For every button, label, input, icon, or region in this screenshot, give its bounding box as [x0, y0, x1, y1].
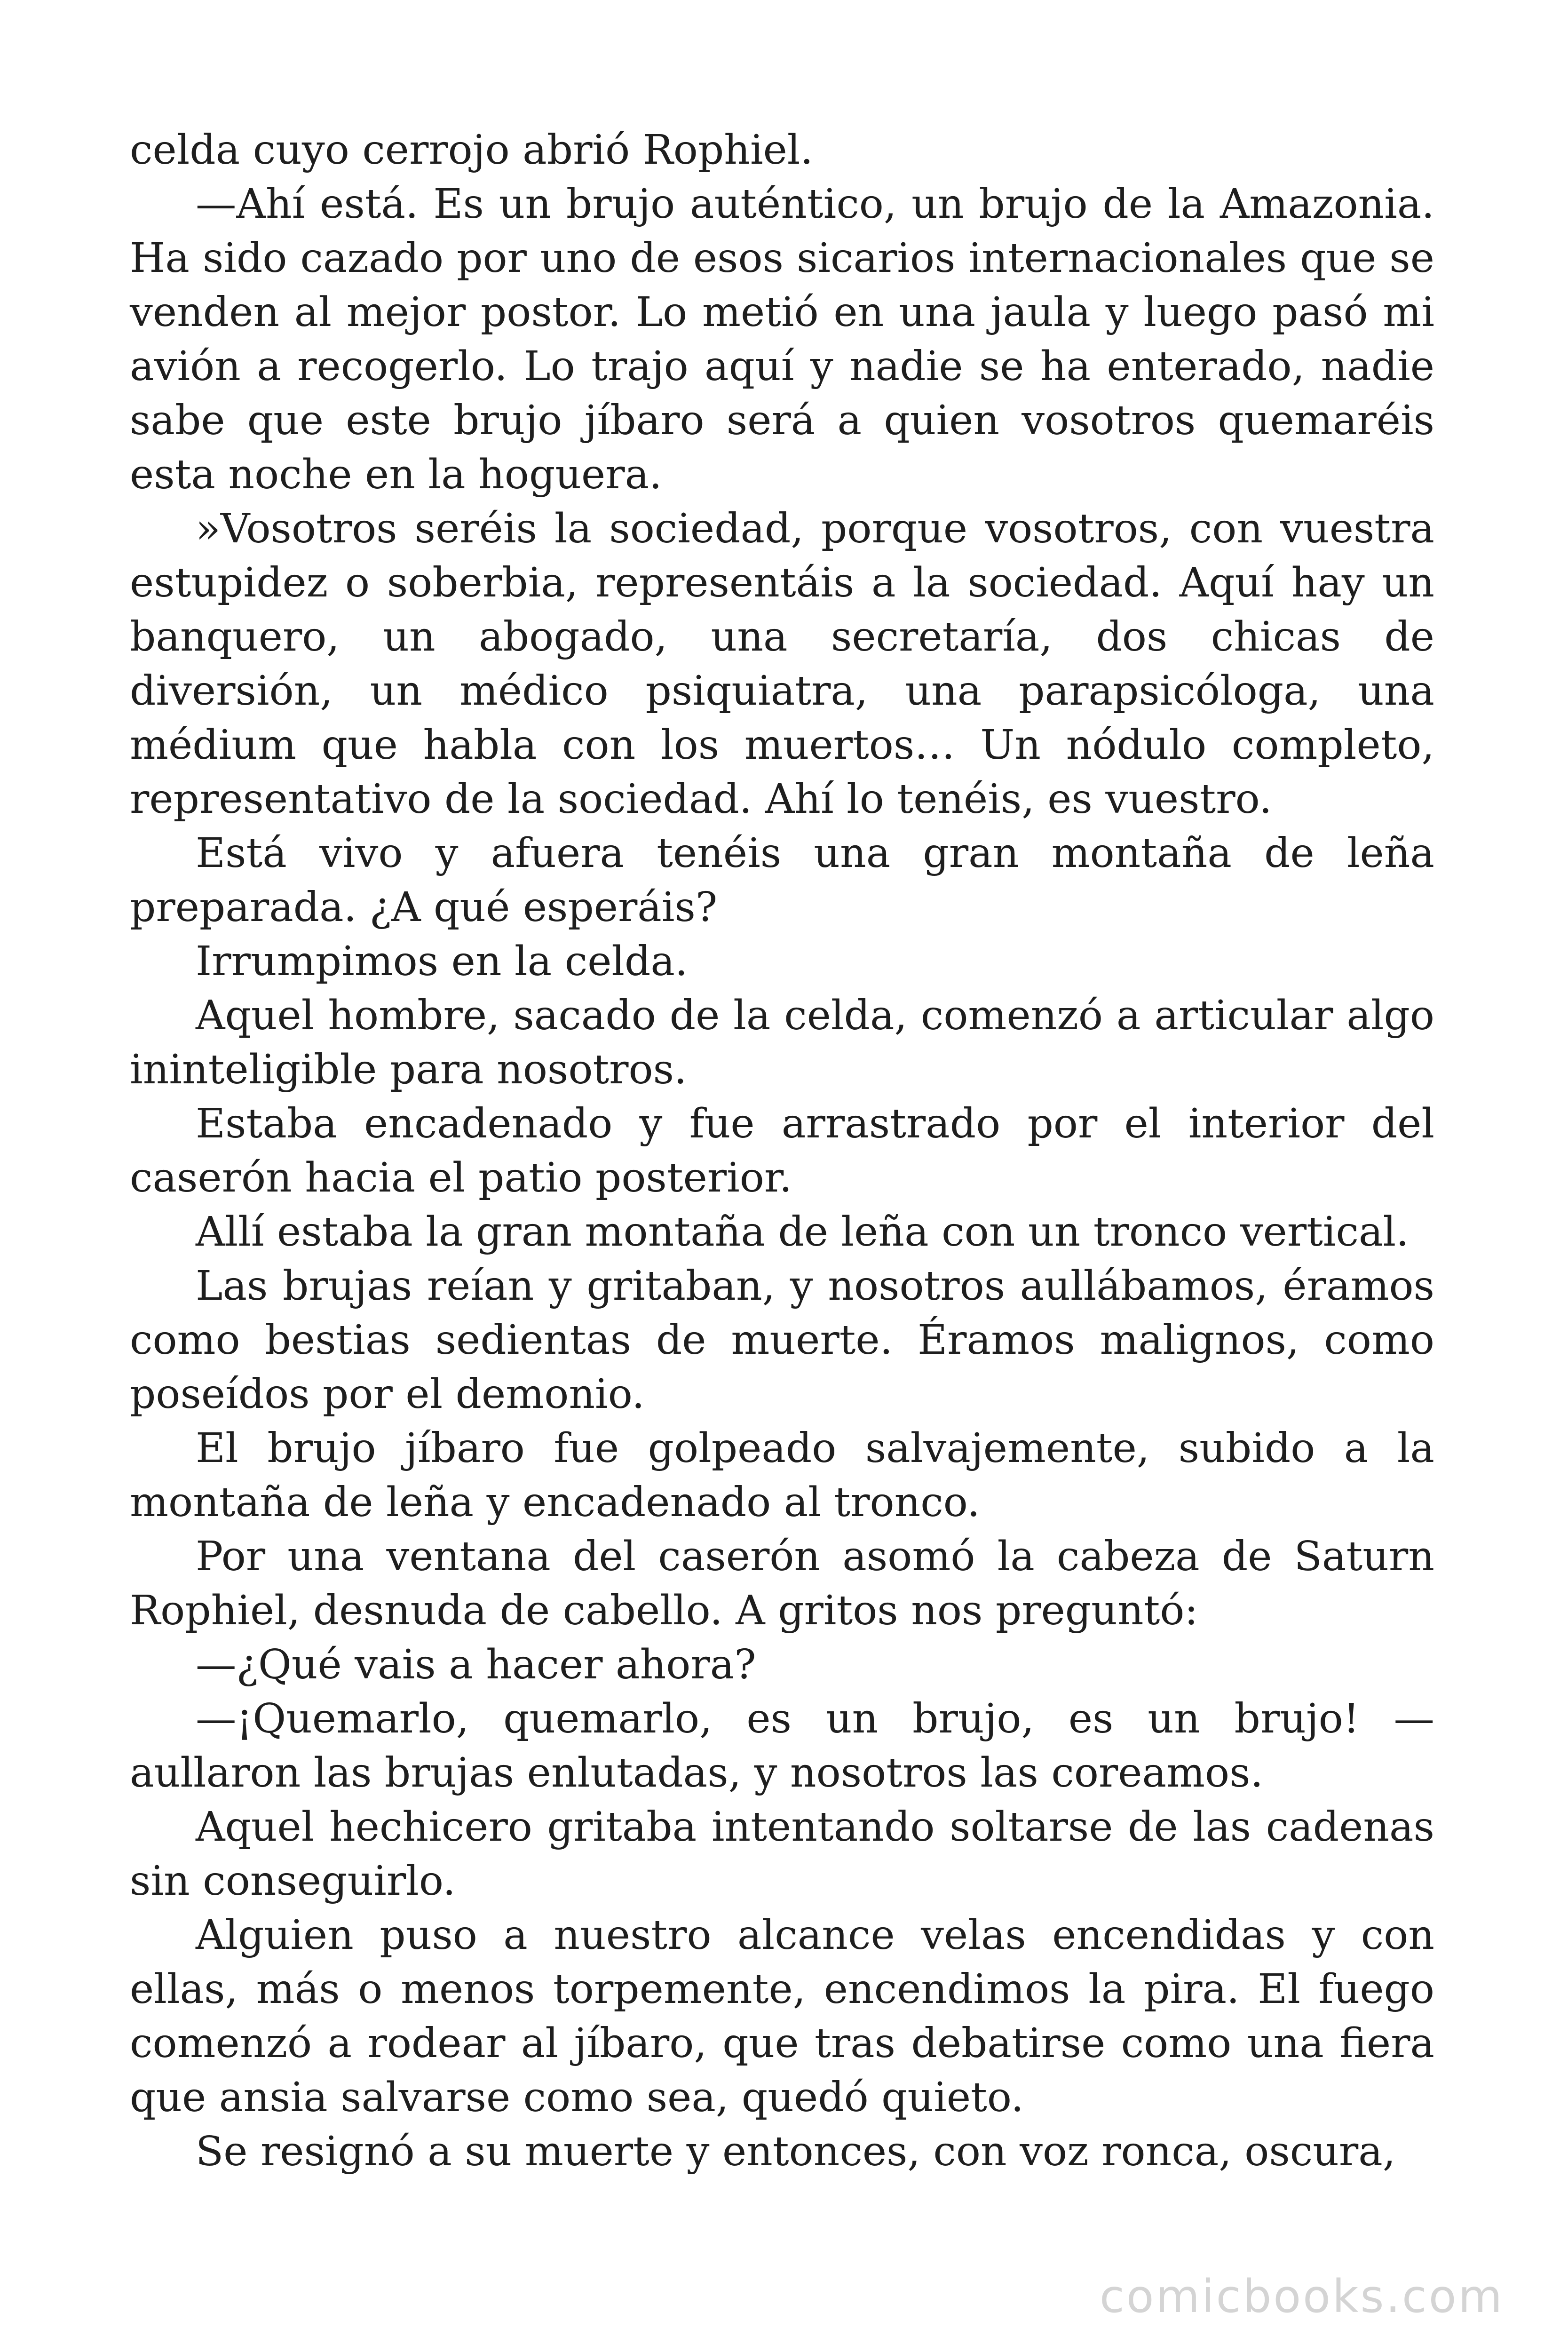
paragraph-8: Allí estaba la gran montaña de leña con un tronco vertical.: [196, 1208, 1409, 1255]
paragraph-7: Estaba encadenado y fue arrastrado por el interior del caserón hacia el patio posterior.: [130, 1100, 1434, 1201]
page-body: [130, 123, 1434, 2179]
paragraph-16: Se resignó a su muerte y entonces, con voz ronca, oscura,: [196, 2128, 1396, 2175]
paragraph-15: Alguien puso a nuestro alcance velas encendidas y con ellas, más o menos torpemente, encendimos la pira. El fuego comenzó a rodear al jíbaro, que tras debatirse como una fiera que ansia salvarse como sea, quedó quieto.: [130, 1912, 1434, 2121]
paragraph-9: Las brujas reían y gritaban, y nosotros aullábamos, éramos como bestias sedientas de muerte. Éramos malignos, como poseídos por el demonio.: [130, 1263, 1434, 1418]
watermark: comicbooks.com: [1099, 2270, 1504, 2323]
paragraph-1: celda cuyo cerrojo abrió Rophiel.: [130, 127, 813, 174]
paragraph-2: —Ahí está. Es un brujo auténtico, un brujo de la Amazonia. Ha sido cazado por uno de esos sicarios internacionales que se venden al mejor postor. Lo metió en una jaula y luego pasó mi avión a recogerlo. Lo trajo aquí y nadie se ha enterado, nadie sabe que este brujo jíbaro será a quien vosotros quemaréis esta noche en la hoguera.: [130, 181, 1434, 498]
paragraph-14: Aquel hechicero gritaba intentando soltarse de las cadenas sin conseguirlo.: [130, 1804, 1434, 1905]
paragraph-4: Está vivo y afuera tenéis una gran montaña de leña preparada. ¿A qué esperáis?: [130, 830, 1434, 931]
paragraph-11: Por una ventana del caserón asomó la cabeza de Saturn Rophiel, desnuda de cabello. A gritos nos preguntó:: [130, 1533, 1434, 1634]
paragraph-13: —¡Quemarlo, quemarlo, es un brujo, es un brujo! —aullaron las brujas enlutadas, y nosotros las coreamos.: [130, 1695, 1434, 1796]
paragraph-12: —¿Qué vais a hacer ahora?: [196, 1641, 756, 1688]
paragraph-10: El brujo jíbaro fue golpeado salvajemente, subido a la montaña de leña y encadenado al tronco.: [130, 1425, 1434, 1526]
paragraph-3: »Vosotros seréis la sociedad, porque vosotros, con vuestra estupidez o soberbia, representáis a la sociedad. Aquí hay un banquero, un abogado, una secretaría, dos chicas de diversión, un médico psiquiatra, una parapsicóloga, una médium que habla con los muertos… Un nódulo completo, representativo de la sociedad. Ahí lo tenéis, es vuestro.: [130, 505, 1434, 823]
paragraph-5: Irrumpimos en la celda.: [196, 938, 688, 985]
paragraph-6: Aquel hombre, sacado de la celda, comenzó a articular algo ininteligible para nosotros.: [130, 992, 1434, 1093]
